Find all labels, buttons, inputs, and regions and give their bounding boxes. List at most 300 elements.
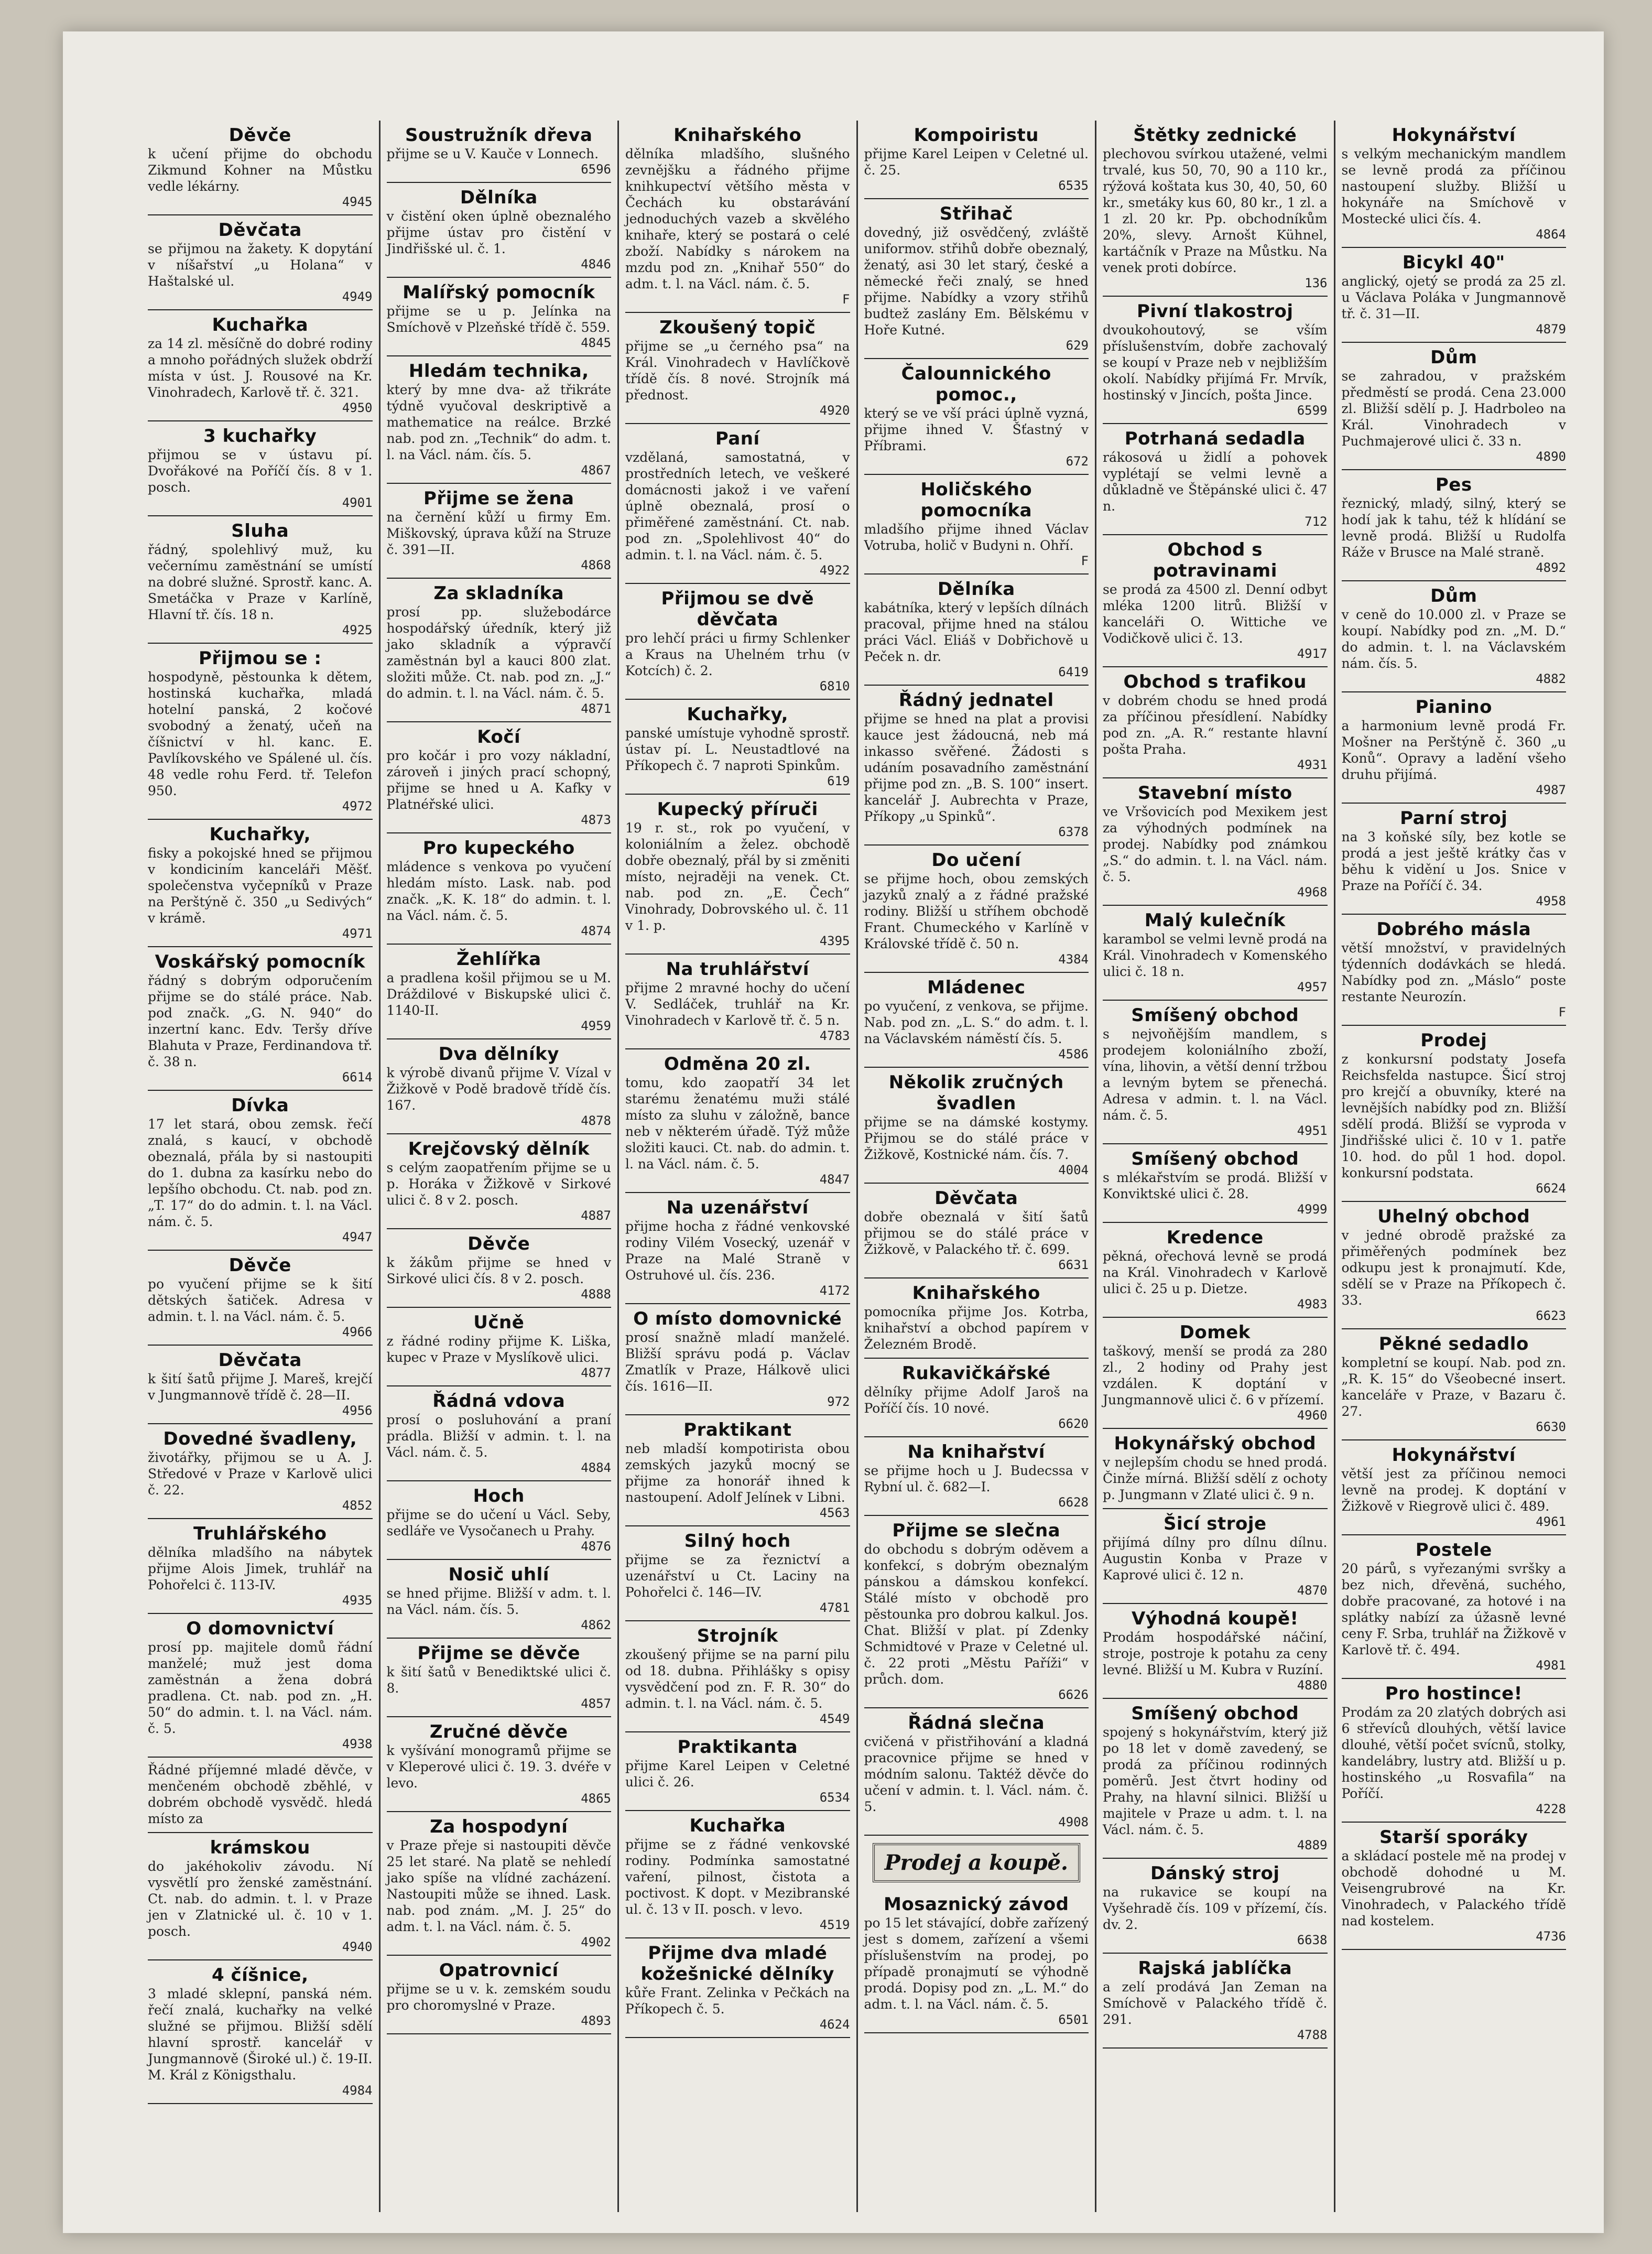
ad-heading: Obchod s potravinami (1153, 539, 1277, 581)
ad-number: 4857 (581, 1696, 611, 1711)
ad-text: větší jest za příčinou nemoci levně na prodej. K doptání v Žižkově v Riegrově ulici č. 489. (1341, 1466, 1566, 1514)
ad-text: pro kočár i pro vozy nákladní, zároveň i jiných prací schopný, přijme se hned u A. Kafky v Platnéřské ulici. (386, 748, 611, 812)
ad-number: 4922 (819, 563, 850, 578)
ad-text: anglický, ojetý se prodá za 25 zl. u Václava Poláka v Jungmannově tř. č. 31—II. (1341, 274, 1566, 321)
ad-heading: Děvčata (218, 220, 302, 241)
ad-number: 4519 (819, 1917, 850, 1932)
ad-text: 17 let stará, obou zemsk. řečí znalá, s kaucí, v obchodě obeznalá, přála by si nastoupiti do 1. dubna za kasírku nebo do lepšího obchodu. Ct. nab. pod zn. „T. 17“ do do admin. t. l. na Václ. nám. č. 5. (148, 1117, 373, 1229)
ad-heading: Kuchařky, (687, 704, 789, 725)
classified-ad (148, 215, 373, 310)
ad-text: s nejvoňějším mandlem, s prodejem koloniálního zboží, vína, lihovin, a větší denní tržbou a levným bytem se přenechá. Adresa v admin. t. l. na Václ. nám. č. 5. (1103, 1026, 1328, 1123)
ad-heading: Rajská jablíčka (1138, 1958, 1292, 1979)
ad-number: 4931 (1297, 757, 1328, 772)
classified-ad (387, 121, 612, 183)
ad-number: 4852 (342, 1498, 373, 1513)
classified-ad (1103, 1223, 1328, 1318)
classified-ad (148, 516, 373, 644)
classified-ad (387, 484, 612, 579)
ad-text: vzdělaná, samostatná, v prostředních letech, ve veškeré domácnosti jakož i ve vaření úplně obeznalá, prosí o přiměřené zaměstnání. Ct. nab. pod zn. „Spolehlivost 40“ do admin. t. l. na Václ. nám. č. 5. (625, 450, 850, 562)
ad-heading: Řádná vdova (432, 1391, 566, 1412)
ad-text: fisky a pokojské hned se přijmou v kondiciním kanceláři Měšť. společenstva vyčepníků v Praze na Perštýně č. 350 „u Sedivých“ v krámě. (148, 846, 373, 926)
classified-ad (1103, 1429, 1328, 1509)
ad-heading: Smíšený obchod (1131, 1703, 1299, 1724)
classified-ad (1103, 1859, 1328, 1954)
ad-number: 6628 (1058, 1495, 1089, 1510)
classified-ad (1342, 1329, 1567, 1440)
ad-text: pro lehčí práci u firmy Schlenker a Kraus na Uhelném trhu (v Kotcích) č. 2. (625, 631, 850, 678)
ad-heading: Praktikanta (677, 1737, 798, 1758)
ad-heading: Na uzenářství (666, 1197, 809, 1218)
ad-text: přijme hocha z řádné venkovské rodiny Vilém Vosecký, uzenář v Praze na Malé Straně v Ostruhové ul. čís. 236. (625, 1219, 850, 1283)
ad-text: z řádné rodiny přijme K. Liška, kupec v Praze v Myslíkově ulici. (386, 1334, 611, 1365)
ad-heading: Děvčata (218, 1350, 302, 1371)
ad-number: 4949 (342, 289, 373, 304)
classified-ad (864, 475, 1089, 575)
ad-text: prosí snažně mladí manželé. Bližší správu podá p. Václav Zmatlík v Praze, Hálkově ulici čís. 1616—II. (625, 1330, 850, 1394)
ad-heading: 4 číšnice, (211, 1965, 309, 1986)
ad-text: přijmou se v ústavu pí. Dvořákové na Poříčí čís. 8 v 1. posch. (148, 447, 373, 495)
ad-heading: Parní stroj (1400, 808, 1508, 829)
ad-text: ve Vršovicích pod Mexikem jest za výhodných podmínek na prodej. Nabídky pod známkou „S.“ do admin. t. l. na Václ. nám. č. 5. (1103, 804, 1328, 884)
ad-text: životářky, přijmou se u A. J. Středové v Praze v Karlově ulici č. 22. (148, 1450, 373, 1498)
ad-heading: Knihařského (673, 125, 802, 146)
ad-number: 6378 (1058, 825, 1089, 839)
classified-ad (387, 1481, 612, 1560)
classified-ad (864, 1437, 1089, 1516)
ad-heading: Štětky zednické (1133, 125, 1297, 146)
ad-heading: Domek (1179, 1322, 1251, 1343)
classified-ad (864, 199, 1089, 359)
ad-heading: Malý kulečník (1144, 910, 1286, 931)
ad-text: s celým zaopatřením přijme se u p. Horáka v Žižkově v Sirkové ulici č. 8 v 2. posch. (386, 1160, 611, 1208)
ad-heading: Potrhaná sedadla (1124, 428, 1306, 449)
ad-text: do obchodu s dobrým oděvem a konfekcí, s dobrým obeznalým pánskou a dámskou konfekcí. Stálé místo v obchodě pro pěstounka pro dobrou kalkul. Jos. Chat. Bližší v plat. pí Zdenky Schmidtové v Praze v Celetné ul. č. 22 proti „Městu Paříži“ v průch. dom. (864, 1542, 1089, 1687)
classified-ad (148, 1833, 373, 1960)
ad-text: v nejlepším chodu se hned prodá. Činže mírná. Bližší sdělí z ochoty p. Jungmann v Zlaté ulici č. 9 n. (1103, 1455, 1328, 1502)
ad-text: Prodám za 20 zlatých dobrých asi 6 střevíců dlouhých, větší lavice dlouhé, větší počet svícnů, stolky, kandelábry, lustry atd. Bližší u p. hostinského „u Rosvafila“ na Poříčí. (1341, 1705, 1566, 1801)
classified-ad (148, 121, 373, 215)
ad-text: který se ve vší práci úplně vyzná, přijme ihned V. Šťastný v Příbrami. (864, 406, 1089, 453)
classified-ad (1103, 1509, 1328, 1604)
classified-ad (387, 1039, 612, 1134)
ad-heading: Na knihařství (907, 1442, 1045, 1462)
ad-heading: Postele (1415, 1540, 1492, 1561)
ad-number: 619 (827, 774, 850, 788)
ad-text: prosí pp. majitele domů řádní manželé; muž jest doma zaměstnán a žena dobrá pradlena. Ct. nab. pod zn. „H. 50“ do admin. t. l. na Václ. nám. č. 5. (148, 1640, 373, 1736)
classified-ad (864, 121, 1089, 199)
ad-heading: Uhelný obchod (1377, 1206, 1530, 1227)
ad-number: 4847 (819, 1172, 850, 1187)
classified-ad (387, 1134, 612, 1229)
classified-ad (387, 278, 612, 356)
ad-number: 629 (1066, 338, 1089, 353)
ad-heading: Výhodná koupě! (1131, 1608, 1299, 1629)
classified-ad (148, 421, 373, 516)
ad-number: 4867 (581, 463, 611, 478)
ad-number: 4878 (581, 1113, 611, 1128)
ad-heading: Kuchařka (212, 315, 309, 335)
ad-number: 4968 (1297, 885, 1328, 900)
ad-text: a pradlena košil přijmou se u M. Dráždilové v Biskupské ulici č. 1140-II. (386, 970, 611, 1018)
classified-ad (387, 1639, 612, 1717)
ad-number: F (842, 292, 850, 307)
ad-heading: Za hospodyní (430, 1816, 568, 1837)
ad-text: v čistění oken úplně obeznalého přijme ústav pro čistění v Jindřišské ul. č. 1. (386, 209, 611, 256)
ad-number: 136 (1305, 276, 1328, 290)
classified-ad (625, 313, 850, 424)
ad-heading: Řádná slečna (908, 1713, 1045, 1733)
ad-text: se přijme hoch, obou zemských jazyků znalý a z řádné pražské rodiny. Bližší u stříhem obchodě Frant. Chumeckého v Karlíně v Královské třídě č. 50 n. (864, 871, 1089, 951)
classified-ad (387, 722, 612, 833)
ad-number: 4783 (819, 1028, 850, 1043)
ad-number: F (1558, 1005, 1566, 1020)
classified-ad (148, 1091, 373, 1251)
classified-ad (1103, 906, 1328, 1001)
ad-number: 4873 (581, 812, 611, 827)
ad-text: a zelí prodává Jan Zeman na Smíchově v Palackého třídě č. 291. (1103, 1979, 1328, 2027)
ad-text: Řádné příjemné mladé děvče, v menčeném obchodě zběhlé, v dobrém obchodě vysvědč. hledá místo za (148, 1762, 373, 1826)
ad-heading: O domovnictví (186, 1618, 334, 1639)
ad-number: 6620 (1058, 1416, 1089, 1431)
classified-ad (148, 1960, 373, 2104)
ad-heading: Praktikant (683, 1419, 792, 1440)
ad-number: 4938 (342, 1737, 373, 1751)
ad-heading: Malířský pomocník (403, 282, 595, 303)
classified-ad (1103, 1001, 1328, 1144)
ad-number: 4624 (819, 2017, 850, 2032)
ad-number: 6631 (1058, 1258, 1089, 1272)
ad-heading: Dům (1430, 586, 1477, 606)
ad-heading: Krejčovský dělník (408, 1139, 590, 1159)
ad-heading: Dánský stroj (1150, 1863, 1280, 1884)
ad-text: přijme Karel Leipen v Celetné ulici č. 26. (625, 1758, 850, 1790)
classified-ad (148, 947, 373, 1091)
classified-ad (1342, 248, 1567, 343)
ad-number: 4172 (819, 1283, 850, 1298)
ad-text: se přijmou na žakety. K dopytání v níšařství „u Holana“ v Haštalské ul. (148, 241, 373, 289)
ad-text: přijme se u V. Kauče v Lonnech. (386, 146, 599, 161)
classified-ad (864, 575, 1089, 686)
ad-text: neb mladší kompotirista obou zemských jazyků mocný se přijme za honorář ihned k nastoupení. Adolf Jelínek v Libni. (625, 1441, 850, 1505)
classified-ad (148, 820, 373, 947)
classified-ad (387, 183, 612, 278)
ad-number: 4893 (581, 2013, 611, 2028)
ad-heading: Paní (715, 428, 760, 449)
ad-heading: Pro hostince! (1385, 1683, 1523, 1704)
ad-text: k šití šatů přijme J. Mareš, krejčí v Jungmannově třídě č. 28—II. (148, 1371, 373, 1403)
ad-text: v dobrém chodu se hned prodá za příčinou přesídlení. Nabídky pod zn. „A. R.“ restante hlavní pošta Praha. (1103, 693, 1328, 757)
classified-ad (864, 359, 1089, 475)
ad-heading: Několik zručných švadlen (888, 1072, 1064, 1114)
ad-heading: Starší sporáky (1379, 1827, 1528, 1848)
ad-heading: Odměna 20 zl. (664, 1054, 811, 1075)
ad-text: v jedné obrodě pražské za přiměřených podmínek bez odkupu jest k pronajmutí. Kde, sdělí se v Praze na Příkopech č. 33. (1341, 1228, 1566, 1308)
ad-number: 4901 (342, 495, 373, 510)
ad-text: kompletní se koupí. Nab. pod zn. „R. K. 15“ do Všeobecné insert. kanceláře v Praze, v Bazaru č. 27. (1341, 1355, 1566, 1419)
ad-number: 6614 (342, 1070, 373, 1085)
classified-ad (1103, 1954, 1328, 2049)
column-5 (1096, 121, 1335, 2212)
classified-ad (148, 1519, 373, 1614)
ad-text: v Praze přeje si nastoupiti děvče 25 let staré. Na platě se nehledí jako spíše na vlídné zacházení. Nastoupiti může se ihned. Lask. nab. pod znám. „M. J. 25“ do adm. t. l. na Václ. nám. č. 5. (386, 1838, 611, 1934)
ad-text: pěkná, ořechová levně se prodá na Král. Vinohradech v Karlově ulici č. 25 u p. Dietze. (1103, 1249, 1328, 1296)
ad-text: cvičená v přistřihování a kladná pracovnice přijme se hned v módním salonu. Taktéž děvče do učení v admin. t. l. Václ. nám. č. 5. (864, 1734, 1089, 1814)
classified-ad (1342, 1202, 1567, 1329)
classified-ad (864, 1359, 1089, 1437)
classified-ad (148, 310, 373, 421)
ad-heading: Soustružník dřeva (405, 125, 593, 146)
ad-text: v ceně do 10.000 zl. v Praze se koupí. Nabídky pod zn. „M. D.“ do admin. t. l. na Václavském nám. čís. 5. (1341, 607, 1566, 671)
ad-number: 4864 (1536, 227, 1566, 242)
ad-text: přijme Karel Leipen v Celetné ul. č. 25. (864, 146, 1089, 178)
ad-text: přijme se hned na plat a provisi kauce jest žádoucná, neb má inkasso svěřené. Žádosti s udáním posavadního zaměstnání přijme pod zn. „B. S. 100“ insert. kancelář J. Aubrechta v Praze, Příkopy „u Spinků“. (864, 711, 1089, 824)
classified-ad (864, 1516, 1089, 1708)
ad-number: 4549 (819, 1711, 850, 1726)
classified-ad (387, 1812, 612, 1956)
ad-heading: Mosaznický závod (884, 1894, 1069, 1915)
ad-text: s velkým mechanickým mandlem se levně prodá za příčinou nastoupení služby. Bližší u hokynáře na Smíchově v Mostecké ulici čís. 4. (1341, 146, 1566, 226)
ad-number: 4877 (581, 1366, 611, 1380)
classified-ad (864, 1068, 1089, 1184)
ad-heading: Za skladníka (433, 583, 564, 604)
ad-number: 4845 (581, 335, 611, 350)
ad-text: prosí pp. služebodárce hospodářský úředník, který již jako skladník a výpravčí zaměstnán byl a kauci 800 zlat. složiti může. Ct. nab. pod zn. „J.“ do admin. t. l. na Václ. nám. č. 5. (386, 604, 611, 701)
column-2 (381, 121, 620, 2212)
ad-number: 4788 (1297, 2028, 1328, 2042)
ad-number: 6630 (1536, 1419, 1566, 1434)
ad-heading: Zručné děvče (429, 1721, 568, 1742)
ad-text: se zahradou, v pražském předměstí se prodá. Cena 23.000 zl. Bližší sdělí p. J. Hadrboleo na Král. Vinohradech v Puchmajerové ulici č. 33 n. (1341, 369, 1566, 449)
ad-text: a harmonium levně prodá Fr. Mošner na Perštýně č. 360 „u Konů“. Opravy a ladění všeho druhu přijímá. (1341, 718, 1566, 782)
ad-text: přijme se u v. k. zemském soudu pro choromyslné v Praze. (386, 1981, 611, 2013)
classified-ad (864, 1278, 1089, 1359)
ad-number: 6624 (1536, 1181, 1566, 1196)
ad-heading: Šicí stroje (1163, 1513, 1267, 1534)
ad-text: větší množství, v pravidelných týdenních dodávkách se hledá. Nabídky pod zn. „Máslo“ poste restante Neurozín. (1341, 940, 1566, 1004)
ad-text: spojený s hokynářstvím, který již po 18 let v domě zavedený, se prodá za příčinou rodinných poměrů. Jest čtvrt hodiny od Prahy, na hlavní silnici. Bližší u majitele v Praze u adm. t. l. na Václ. nám. č. 5. (1103, 1725, 1328, 1837)
classified-ad (864, 846, 1089, 973)
ad-text: dělníka mladšího, slušného zevnějšku a řádného přijme knihkupectví většího města v Čechách ku obstarávání jednoduchých vazeb a skvělého knihaře, který se postará o celé zboží. Nabídky s nárokem na mzdu pod zn. „Knihař 550“ do adm. t. l. na Václ. nám. č. 5. (625, 146, 850, 291)
ad-text: přijme 2 mravné hochy do učení V. Sedláček, truhlář na Kr. Vinohradech v Karlově tř. č. 5 n. (625, 980, 850, 1028)
classified-ad (1103, 297, 1328, 424)
ad-text: na černění kůží u firmy Em. Miškovský, úprava kůží na Struze č. 391—II. (386, 510, 611, 557)
ad-number: 4888 (581, 1287, 611, 1302)
ad-number: 4972 (342, 799, 373, 814)
ad-text: dovedný, již osvědčený, zvláště uniformov. střihů dobře obeznalý, ženatý, asi 30 let starý, české a německé řeči znalý, se hned přijme. Nabídky a vzory střihů budtež zaslány Em. Bělskému v Hoře Kutné. (864, 225, 1089, 338)
classified-ad (1103, 667, 1328, 778)
ad-number: 672 (1066, 454, 1089, 469)
ad-number: 6623 (1536, 1308, 1566, 1323)
ad-heading: Knihařského (912, 1283, 1040, 1304)
ad-text: plechovou svírkou utažené, velmi trvalé, kus 50, 70, 90 a 110 kr., rýžová koštata kus 30, 40, 50, 60 kr., smetáky kus 60, 80 kr., 1 zl. a 1 zl. 20 kr. Pp. obchodníkům 20%, slevy. Arnošt Kühnel, kartáčník v Praze na Můstku. Na venek proti dobírce. (1103, 146, 1328, 275)
ad-text: řádný s dobrým odporučením přijme se do stálé práce. Nab. pod značk. „G. N. 940“ do inzertní kanc. Edv. Teršy dříve Blahuta v Praze, Ferdinandova tř. č. 38 n. (148, 973, 373, 1069)
ad-heading: Děvče (229, 1255, 291, 1276)
ad-text: dělníka mladšího na nábytek přijme Alois Jimek, truhlář na Pohořelci č. 113-IV. (148, 1545, 373, 1592)
ad-number: 6810 (819, 679, 850, 693)
ad-heading: Dívka (231, 1095, 289, 1116)
ad-number: 4920 (819, 403, 850, 418)
ad-heading: Žehlířka (456, 949, 541, 970)
ad-heading: Hledám technika, (408, 361, 589, 382)
ad-heading: Dva dělníky (438, 1044, 559, 1065)
ad-heading: Voskářský pomocník (155, 951, 365, 972)
classified-ad (148, 1758, 373, 1833)
classified-ad (625, 1526, 850, 1621)
classified-ad (625, 1811, 850, 1938)
ad-heading: Hokynářství (1392, 125, 1516, 146)
classified-ad (148, 1346, 373, 1424)
classified-ad (387, 945, 612, 1039)
classified-ad (1103, 121, 1328, 297)
classified-ad (148, 1251, 373, 1346)
ad-text: pomocníka přijme Jos. Kotrba, knihařství a obchod papírem v Železném Brodě. (864, 1304, 1089, 1352)
ad-text: přijme se do učení u Václ. Seby, sedláře ve Vysočanech u Prahy. (386, 1507, 611, 1538)
ad-number: 4947 (342, 1230, 373, 1244)
ad-heading: Zkoušený topič (659, 317, 816, 338)
ad-heading: Děvče (468, 1233, 530, 1254)
ad-number: 4925 (342, 623, 373, 637)
ad-text: k výrobě divanů přijme V. Vízal v Žižkově v Podě bradově třídě čís. 167. (386, 1065, 611, 1113)
classified-ad (387, 833, 612, 945)
ad-heading: Mládenec (927, 977, 1026, 998)
classified-ad (148, 1614, 373, 1758)
classified-ad (1342, 804, 1567, 915)
section-banner: Prodej a koupě. (873, 1843, 1081, 1882)
ad-heading: Rukavičkářské (901, 1363, 1051, 1384)
ad-heading: Kuchařka (689, 1815, 786, 1836)
classified-ad (1103, 1604, 1328, 1699)
ad-number: 4890 (1536, 449, 1566, 464)
classified-columns (142, 121, 1572, 2212)
ad-number: 4958 (1536, 894, 1566, 908)
ad-text: přijme se u p. Jelínka na Smíchově v Plzeňské třídě č. 559. (386, 304, 611, 335)
ad-heading: Nosič uhlí (448, 1564, 549, 1585)
ad-text: rákosová u židlí a pohovek vyplétají se velmi levně a důkladně ve Štěpánské ulici č. 47 n. (1103, 450, 1328, 514)
classified-ad (625, 1193, 850, 1304)
ad-heading: Přijme dva mladé kožešnické dělníky (640, 1943, 834, 1985)
ad-text: k šití šatů v Benediktské ulici č. 8. (386, 1664, 611, 1696)
classified-ad (625, 1732, 850, 1811)
ad-text: s mlékařstvím se prodá. Bližší v Konviktské ulici č. 28. (1103, 1170, 1328, 1201)
ad-text: za 14 zl. měsíčně do dobré rodiny a mnoho pořádných služek obdrží místa v úst. J. Rousové na Kr. Vinohradech, Karlově tř. č. 321. (148, 336, 373, 400)
ad-number: 4868 (581, 558, 611, 572)
ad-number: 4871 (581, 701, 611, 716)
classified-ad (387, 1717, 612, 1812)
ad-number: F (1081, 554, 1089, 568)
ad-number: 4966 (342, 1325, 373, 1339)
column-3 (619, 121, 858, 2212)
ad-number: 4846 (581, 257, 611, 272)
ad-number: 4908 (1058, 1815, 1089, 1829)
ad-number: 4917 (1297, 646, 1328, 661)
ad-heading: Pro kupeckého (422, 838, 575, 859)
ad-text: panské umístuje vyhodně sprostř. ústav pí. L. Neustadtlové na Příkopech č. 7 naproti Spinkům. (625, 725, 850, 773)
classified-ad (1342, 1440, 1567, 1535)
ad-heading: Hokynářský obchod (1114, 1433, 1317, 1454)
classified-ad (1342, 692, 1567, 804)
classified-ad (1342, 470, 1567, 581)
ad-number: 4956 (342, 1403, 373, 1418)
ad-heading: Děvčata (934, 1188, 1018, 1209)
ad-text: na 3 koňské síly, bez kotle se prodá a jest ještě krátky čas v běhu k vidění u Jos. Snice v Praze na Poříčí č. 34. (1341, 829, 1566, 893)
ad-text: přijímá dílny pro dílnu dílnu. Augustin Konba v Praze v Kaprové ulici č. 12 n. (1103, 1535, 1328, 1583)
ad-text: dobře obeznalá v šití šatů přijmou se do stálé práce v Žižkově, v Palackého tř. č. 699. (864, 1209, 1089, 1257)
classified-ad (625, 584, 850, 700)
classified-ad (1342, 1026, 1567, 1202)
ad-text: na rukavice se koupí na Vyšehradě čís. 109 v přízemí, čís. dv. 2. (1103, 1884, 1328, 1932)
ad-number: 6638 (1297, 1933, 1328, 1947)
ad-number: 4865 (581, 1791, 611, 1806)
ad-heading: Dělníka (937, 579, 1015, 600)
ad-text: po vyučení, z venkova, se přijme. Nab. pod zn. „L. S.“ do adm. t. l. na Václavském náměstí čís. 5. (864, 999, 1089, 1046)
ad-heading: Pěkné sedadlo (1378, 1334, 1529, 1354)
classified-ad (387, 1308, 612, 1386)
classified-ad (1342, 1679, 1567, 1823)
classified-ad (864, 973, 1089, 1068)
classified-ad (1103, 424, 1328, 535)
classified-ad (1103, 778, 1328, 906)
ad-number: 4862 (581, 1618, 611, 1632)
ad-text: přijme se z řádné venkovské rodiny. Podmínka samostatné vaření, pilnost, čistota a poctivost. K dopt. v Mezibranské ul. č. 13 v II. posch. v levo. (625, 1837, 850, 1917)
classified-ad (1103, 1144, 1328, 1223)
ad-text: Prodám hospodářské náčiní, stroje, postroje k potahu za ceny levné. Bližší u M. Kubra v Ruzíní. (1103, 1630, 1328, 1677)
ad-heading: Dům (1430, 347, 1477, 368)
ad-heading: Truhlářského (193, 1523, 327, 1544)
ad-number: 4887 (581, 1208, 611, 1223)
ad-heading: Smíšený obchod (1131, 1005, 1299, 1026)
ad-text: mladšího přijme ihned Václav Votruba, holič v Budyni n. Ohří. (864, 522, 1089, 553)
ad-number: 4983 (1297, 1297, 1328, 1312)
ad-number: 712 (1305, 514, 1328, 529)
ad-text: 3 mladé sklepní, panská ném. řečí znalá, kuchařky na velké služné se přijmou. Bližší sdělí hlavní sprostř. kancelář v Jungmannově (Široké ul.) č. 19-II. M. Král z Königsthalu. (148, 1986, 373, 2083)
ad-text: do jakéhokoliv závodu. Ní vysvětlí pro ženské zaměstnání. Ct. nab. do admin. t. l. v Praze jen v Zlatnické ul. č. 10 v 1. posch. (148, 1859, 373, 1939)
ad-number: 6596 (581, 162, 611, 177)
ad-number: 6534 (819, 1790, 850, 1805)
ad-text: se prodá za 4500 zl. Denní odbyt mléka 1200 litrů. Bližší v kanceláři O. Wittiche ve Vodičkově ulici č. 13. (1103, 582, 1328, 646)
ad-heading: Pianino (1415, 697, 1492, 718)
ad-heading: Silný hoch (684, 1531, 791, 1552)
ad-number: 4395 (819, 934, 850, 948)
ad-number: 6501 (1058, 2012, 1089, 2027)
ad-heading: Hoch (473, 1486, 525, 1507)
classified-ad (387, 356, 612, 484)
ad-heading: Opatrovnicí (439, 1960, 559, 1981)
classified-ad (1103, 1699, 1328, 1859)
ad-heading: Sluha (231, 521, 289, 541)
ad-text: zkoušený přijme se na parní pilu od 18. dubna. Přihlášky s opisy vysvědčení pod zn. F. R. 30“ do admin. t. l. na Václ. nám. č. 5. (625, 1647, 850, 1711)
ad-text: k učení přijme do obchodu Zikmund Kohner na Můstku vedle lékárny. (148, 146, 373, 194)
ad-number: 972 (827, 1394, 850, 1409)
classified-ad (1342, 581, 1567, 692)
ad-text: přijme se na dámské kostymy. Přijmou se do stálé práce v Žižkově, Kostnické nám. čís. 7. (864, 1114, 1089, 1162)
ad-number: 4586 (1058, 1047, 1089, 1061)
ad-heading: Strojník (697, 1626, 778, 1646)
ad-number: 4874 (581, 924, 611, 938)
classified-ad (864, 1890, 1089, 2033)
ad-text: přijme se „u černého psa“ na Král. Vinohradech v Havlíčkově třídě čís. 8 nové. Strojník má přednost. (625, 339, 850, 403)
ad-heading: Dobrého másla (1376, 919, 1531, 940)
ad-number: 4876 (581, 1539, 611, 1554)
ad-heading: Na truhlářství (666, 959, 809, 980)
column-4 (858, 121, 1097, 2212)
ad-heading: Řádný jednatel (898, 690, 1054, 711)
classified-ad (1342, 1535, 1567, 1679)
ad-text: který by mne dva- až třikráte týdně vyučoval deskriptivě a mathematice na reálce. Brzké nab. pod zn. „Technik“ do adm. t. l. na Václ. nám. čís. 5. (386, 382, 611, 462)
ad-heading: Střihač (939, 203, 1013, 224)
ad-text: hospodyně, pěstounka k dětem, hostinská kuchařka, mladá hotelní panská, 2 kočové svobodný a ženatý, učeň na číšnictví v hl. kanc. E. Pavlíkovského ve Spálené ul. čís. 48 vedle rohu Ferd. tř. Telefon 950. (148, 669, 373, 798)
ad-text: mládence s venkova po vyučení hledám místo. Lask. nab. pod značk. „K. K. 18“ do admin. t. l. na Václ. nám. č. 5. (386, 859, 611, 923)
ad-heading: Děvče (229, 125, 291, 146)
